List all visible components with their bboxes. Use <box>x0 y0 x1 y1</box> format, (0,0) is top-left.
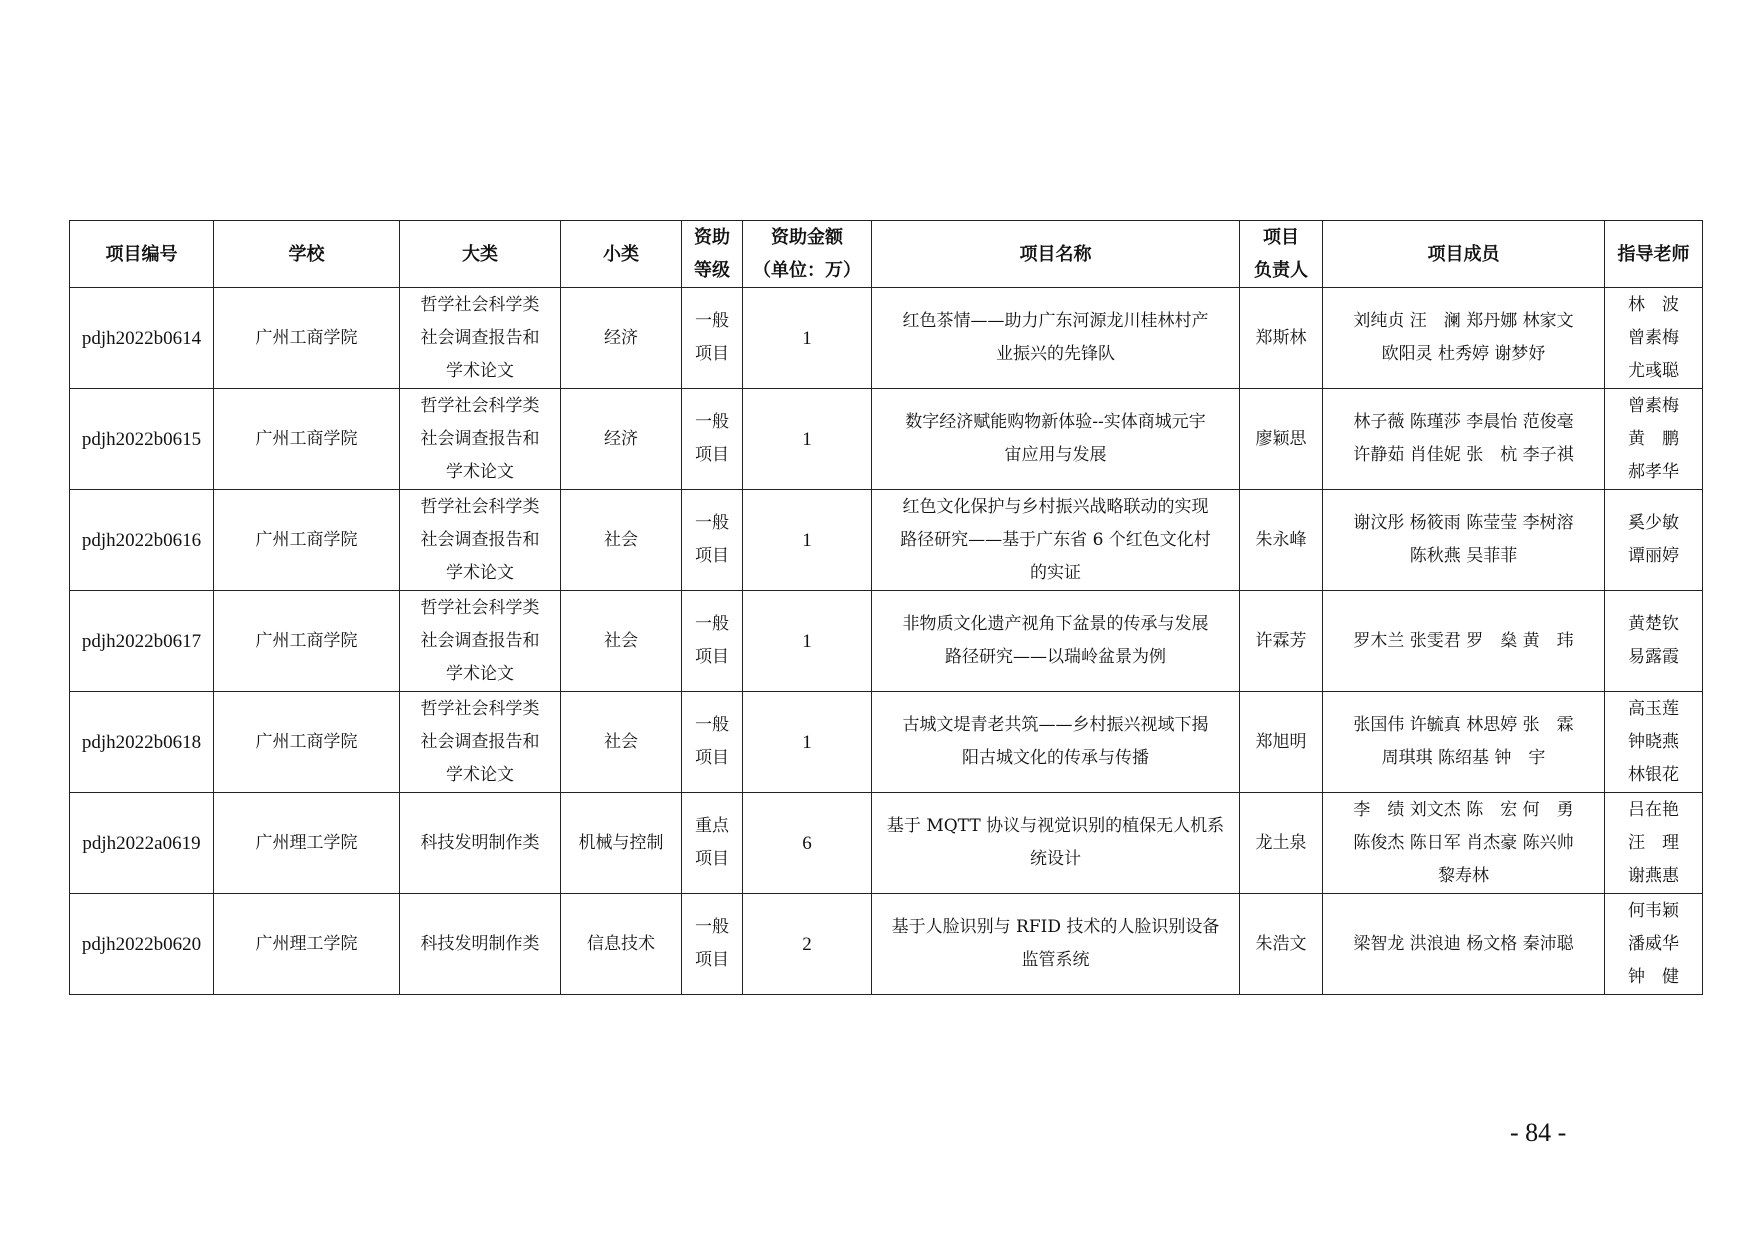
school-cell: 广州工商学院 <box>214 288 400 389</box>
cell-line: 哲学社会科学类 <box>420 597 540 618</box>
header-label: 资助金额 <box>771 227 843 248</box>
table-header-row <box>70 221 1703 288</box>
cell-line: 项目 <box>695 344 729 364</box>
header-label: 等级 <box>694 260 730 281</box>
project-code-cell: pdjh2022b0615 <box>70 389 214 490</box>
project-leader-cell: 廖颖思 <box>1240 389 1323 490</box>
cell-line: 黄 鹏 <box>1628 428 1679 449</box>
cell-line: 钟 健 <box>1628 966 1679 987</box>
subcategory-cell <box>561 692 682 793</box>
cell-line: 黎寿林 <box>1438 865 1489 886</box>
cell-line: 的实证 <box>1030 562 1081 583</box>
funding-amount-cell: 1 <box>743 288 872 389</box>
cell-line: 林子薇 陈瑾莎 李晨怡 范俊毫 <box>1353 412 1574 432</box>
header-label: 项目编号 <box>105 243 178 265</box>
table-row <box>70 692 1703 793</box>
cell-line: 林 波 <box>1628 294 1679 315</box>
funding-level-cell <box>682 288 743 389</box>
project-code-cell: pdjh2022b0618 <box>70 692 214 793</box>
table-body <box>70 288 1703 995</box>
cell-line: 学术论文 <box>446 663 514 684</box>
cell-line: 潘威华 <box>1628 933 1679 954</box>
funding-level-cell <box>682 793 743 894</box>
cell-line: 社会调查报告和 <box>420 529 540 550</box>
project-code-cell: pdjh2022b0614 <box>70 288 214 389</box>
cell-line: 高玉莲 <box>1628 698 1679 719</box>
cell-line: 学术论文 <box>446 562 514 583</box>
subcategory-cell <box>561 389 682 490</box>
project-members-cell <box>1323 389 1605 490</box>
header-category <box>400 221 561 288</box>
category-cell <box>400 793 561 894</box>
project-title-cell <box>872 692 1240 793</box>
header-label: 学校 <box>288 243 325 265</box>
project-title-cell <box>872 490 1240 591</box>
cell-line: 经济 <box>604 327 638 348</box>
funding-level-cell <box>682 389 743 490</box>
project-code-cell: pdjh2022b0620 <box>70 894 214 995</box>
cell-line: 机械与控制 <box>578 832 664 853</box>
project-leader-cell: 朱永峰 <box>1240 490 1323 591</box>
cell-line: 许静茹 肖佳妮 张 杭 李子祺 <box>1353 445 1574 465</box>
project-title-cell <box>872 894 1240 995</box>
project-members-cell <box>1323 692 1605 793</box>
cell-line: 罗木兰 张雯君 罗 燊 黄 玮 <box>1353 630 1574 651</box>
cell-line: 业振兴的先锋队 <box>996 344 1115 364</box>
school-cell: 广州工商学院 <box>214 490 400 591</box>
project-title-cell <box>872 793 1240 894</box>
cell-line: 经济 <box>604 428 638 449</box>
school-cell: 广州理工学院 <box>214 894 400 995</box>
advisors-cell <box>1605 490 1703 591</box>
advisors-cell <box>1605 288 1703 389</box>
cell-line: 社会 <box>604 731 638 752</box>
project-members-cell <box>1323 894 1605 995</box>
cell-line: 张国伟 许毓真 林思婷 张 霖 <box>1353 715 1574 735</box>
project-code-cell: pdjh2022b0616 <box>70 490 214 591</box>
header-label: （单位：万） <box>753 260 861 281</box>
cell-line: 哲学社会科学类 <box>420 496 540 517</box>
project-code-cell: pdjh2022b0617 <box>70 591 214 692</box>
cell-line: 尤彧聪 <box>1628 360 1679 381</box>
school-cell: 广州工商学院 <box>214 692 400 793</box>
funding-amount-cell: 1 <box>743 692 872 793</box>
cell-line: 项目 <box>695 849 729 869</box>
cell-line: 一般 <box>695 917 729 937</box>
cell-line: 一般 <box>695 715 729 735</box>
cell-line: 学术论文 <box>446 360 514 381</box>
cell-line: 科技发明制作类 <box>420 933 540 954</box>
cell-line: 项目 <box>695 546 729 566</box>
cell-line: 宙应用与发展 <box>1004 445 1107 465</box>
funding-level-cell <box>682 490 743 591</box>
cell-line: 路径研究——基于广东省 6 个红色文化村 <box>900 529 1211 550</box>
cell-line: 项目 <box>695 748 729 768</box>
table-row <box>70 389 1703 490</box>
funding-amount-cell: 2 <box>743 894 872 995</box>
cell-line: 学术论文 <box>446 461 514 482</box>
cell-line: 非物质文化遗产视角下盆景的传承与发展 <box>902 614 1209 634</box>
cell-line: 奚少敏 <box>1628 513 1679 533</box>
header-label: 小类 <box>603 243 639 265</box>
cell-line: 哲学社会科学类 <box>420 395 540 416</box>
header-label: 资助 <box>694 227 730 248</box>
cell-line: 监管系统 <box>1021 950 1090 970</box>
category-cell <box>400 389 561 490</box>
category-cell <box>400 288 561 389</box>
subcategory-cell <box>561 591 682 692</box>
header-subcategory <box>561 221 682 288</box>
project-leader-cell: 郑旭明 <box>1240 692 1323 793</box>
cell-line: 科技发明制作类 <box>420 832 540 853</box>
header-label: 项目 <box>1263 227 1299 248</box>
school-cell: 广州理工学院 <box>214 793 400 894</box>
cell-line: 社会调查报告和 <box>420 327 540 348</box>
project-members-cell <box>1323 793 1605 894</box>
category-cell <box>400 591 561 692</box>
cell-line: 谢燕惠 <box>1628 865 1679 886</box>
cell-line: 社会调查报告和 <box>420 630 540 651</box>
cell-line: 黄楚钦 <box>1628 614 1679 634</box>
school-cell: 广州工商学院 <box>214 389 400 490</box>
table-row <box>70 591 1703 692</box>
table-row <box>70 490 1703 591</box>
subcategory-cell <box>561 288 682 389</box>
project-code-cell: pdjh2022a0619 <box>70 793 214 894</box>
advisors-cell <box>1605 894 1703 995</box>
header-label: 项目成员 <box>1427 243 1500 265</box>
project-members-cell <box>1323 591 1605 692</box>
header-project-members <box>1323 221 1605 288</box>
cell-line: 路径研究——以瑞岭盆景为例 <box>945 647 1166 667</box>
cell-line: 何韦颖 <box>1628 900 1679 921</box>
advisors-cell <box>1605 591 1703 692</box>
advisors-cell <box>1605 793 1703 894</box>
cell-line: 易露霞 <box>1628 647 1679 667</box>
funding-amount-cell: 6 <box>743 793 872 894</box>
cell-line: 曾素梅 <box>1628 395 1679 416</box>
project-table <box>69 220 1703 995</box>
cell-line: 林银花 <box>1628 764 1679 785</box>
cell-line: 一般 <box>695 311 729 331</box>
cell-line: 陈秋燕 吴菲菲 <box>1409 546 1518 566</box>
cell-line: 红色文化保护与乡村振兴战略联动的实现 <box>902 496 1209 517</box>
cell-line: 一般 <box>695 513 729 533</box>
cell-line: 古城文堤青老共筑——乡村振兴视域下揭 <box>902 715 1209 735</box>
project-title-cell <box>872 389 1240 490</box>
project-title-cell <box>872 288 1240 389</box>
cell-line: 项目 <box>695 647 729 667</box>
cell-line: 钟晓燕 <box>1628 731 1679 752</box>
cell-line: 汪 理 <box>1628 832 1679 853</box>
cell-line: 谢汶彤 杨筱雨 陈莹莹 李树溶 <box>1353 513 1574 533</box>
cell-line: 统设计 <box>1030 849 1081 869</box>
funding-level-cell <box>682 692 743 793</box>
cell-line: 数字经济赋能购物新体验--实体商城元宇 <box>905 412 1206 432</box>
funding-amount-cell: 1 <box>743 591 872 692</box>
cell-line: 曾素梅 <box>1628 327 1679 348</box>
cell-line: 基于人脸识别与 RFID 技术的人脸识别设备 <box>891 917 1220 937</box>
cell-line: 谭丽婷 <box>1628 546 1679 566</box>
cell-line: 陈俊杰 陈日军 肖杰豪 陈兴帅 <box>1353 832 1574 853</box>
category-cell <box>400 692 561 793</box>
header-label: 负责人 <box>1254 260 1308 281</box>
cell-line: 梁智龙 洪浪迪 杨文格 秦沛聪 <box>1353 933 1574 954</box>
cell-line: 社会 <box>604 529 638 550</box>
cell-line: 阳古城文化的传承与传播 <box>962 748 1149 768</box>
cell-line: 一般 <box>695 614 729 634</box>
table-row <box>70 793 1703 894</box>
header-label: 指导老师 <box>1617 243 1690 265</box>
funding-level-cell <box>682 591 743 692</box>
project-leader-cell: 许霖芳 <box>1240 591 1323 692</box>
funding-amount-cell: 1 <box>743 490 872 591</box>
advisors-cell <box>1605 389 1703 490</box>
cell-line: 重点 <box>695 816 729 836</box>
header-advisors <box>1605 221 1703 288</box>
advisors-cell <box>1605 692 1703 793</box>
cell-line: 郝孝华 <box>1628 461 1679 482</box>
cell-line: 哲学社会科学类 <box>420 294 540 315</box>
cell-line: 红色茶情——助力广东河源龙川桂林村产 <box>902 311 1209 331</box>
table-row <box>70 894 1703 995</box>
cell-line: 项目 <box>695 950 729 970</box>
subcategory-cell <box>561 894 682 995</box>
page-number: - 84 - <box>1510 1118 1567 1147</box>
project-leader-cell: 郑斯林 <box>1240 288 1323 389</box>
header-project-title <box>872 221 1240 288</box>
header-project-leader <box>1240 221 1323 288</box>
category-cell <box>400 490 561 591</box>
cell-line: 信息技术 <box>587 933 655 954</box>
project-leader-cell: 龙土泉 <box>1240 793 1323 894</box>
cell-line: 学术论文 <box>446 764 514 785</box>
header-funding-level <box>682 221 743 288</box>
cell-line: 社会调查报告和 <box>420 731 540 752</box>
cell-line: 李 绩 刘文杰 陈 宏 何 勇 <box>1353 799 1574 820</box>
cell-line: 周琪琪 陈绍基 钟 宇 <box>1381 748 1546 768</box>
cell-line: 刘纯贞 汪 澜 郑丹娜 林家文 <box>1353 311 1574 331</box>
table-row <box>70 288 1703 389</box>
category-cell <box>400 894 561 995</box>
cell-line: 一般 <box>695 412 729 432</box>
cell-line: 欧阳灵 杜秀婷 谢梦妤 <box>1381 344 1546 364</box>
cell-line: 社会 <box>604 630 638 651</box>
header-school <box>214 221 400 288</box>
project-members-cell <box>1323 490 1605 591</box>
project-members-cell <box>1323 288 1605 389</box>
funding-amount-cell: 1 <box>743 389 872 490</box>
subcategory-cell <box>561 793 682 894</box>
project-leader-cell: 朱浩文 <box>1240 894 1323 995</box>
header-label: 项目名称 <box>1019 243 1092 265</box>
school-cell: 广州工商学院 <box>214 591 400 692</box>
subcategory-cell <box>561 490 682 591</box>
funding-level-cell <box>682 894 743 995</box>
header-label: 大类 <box>462 243 498 265</box>
header-funding-amount <box>743 221 872 288</box>
cell-line: 哲学社会科学类 <box>420 698 540 719</box>
cell-line: 社会调查报告和 <box>420 428 540 449</box>
cell-line: 项目 <box>695 445 729 465</box>
project-title-cell <box>872 591 1240 692</box>
header-project-code <box>70 221 214 288</box>
cell-line: 基于 MQTT 协议与视觉识别的植保无人机系 <box>886 816 1225 836</box>
cell-line: 吕在艳 <box>1628 799 1679 820</box>
